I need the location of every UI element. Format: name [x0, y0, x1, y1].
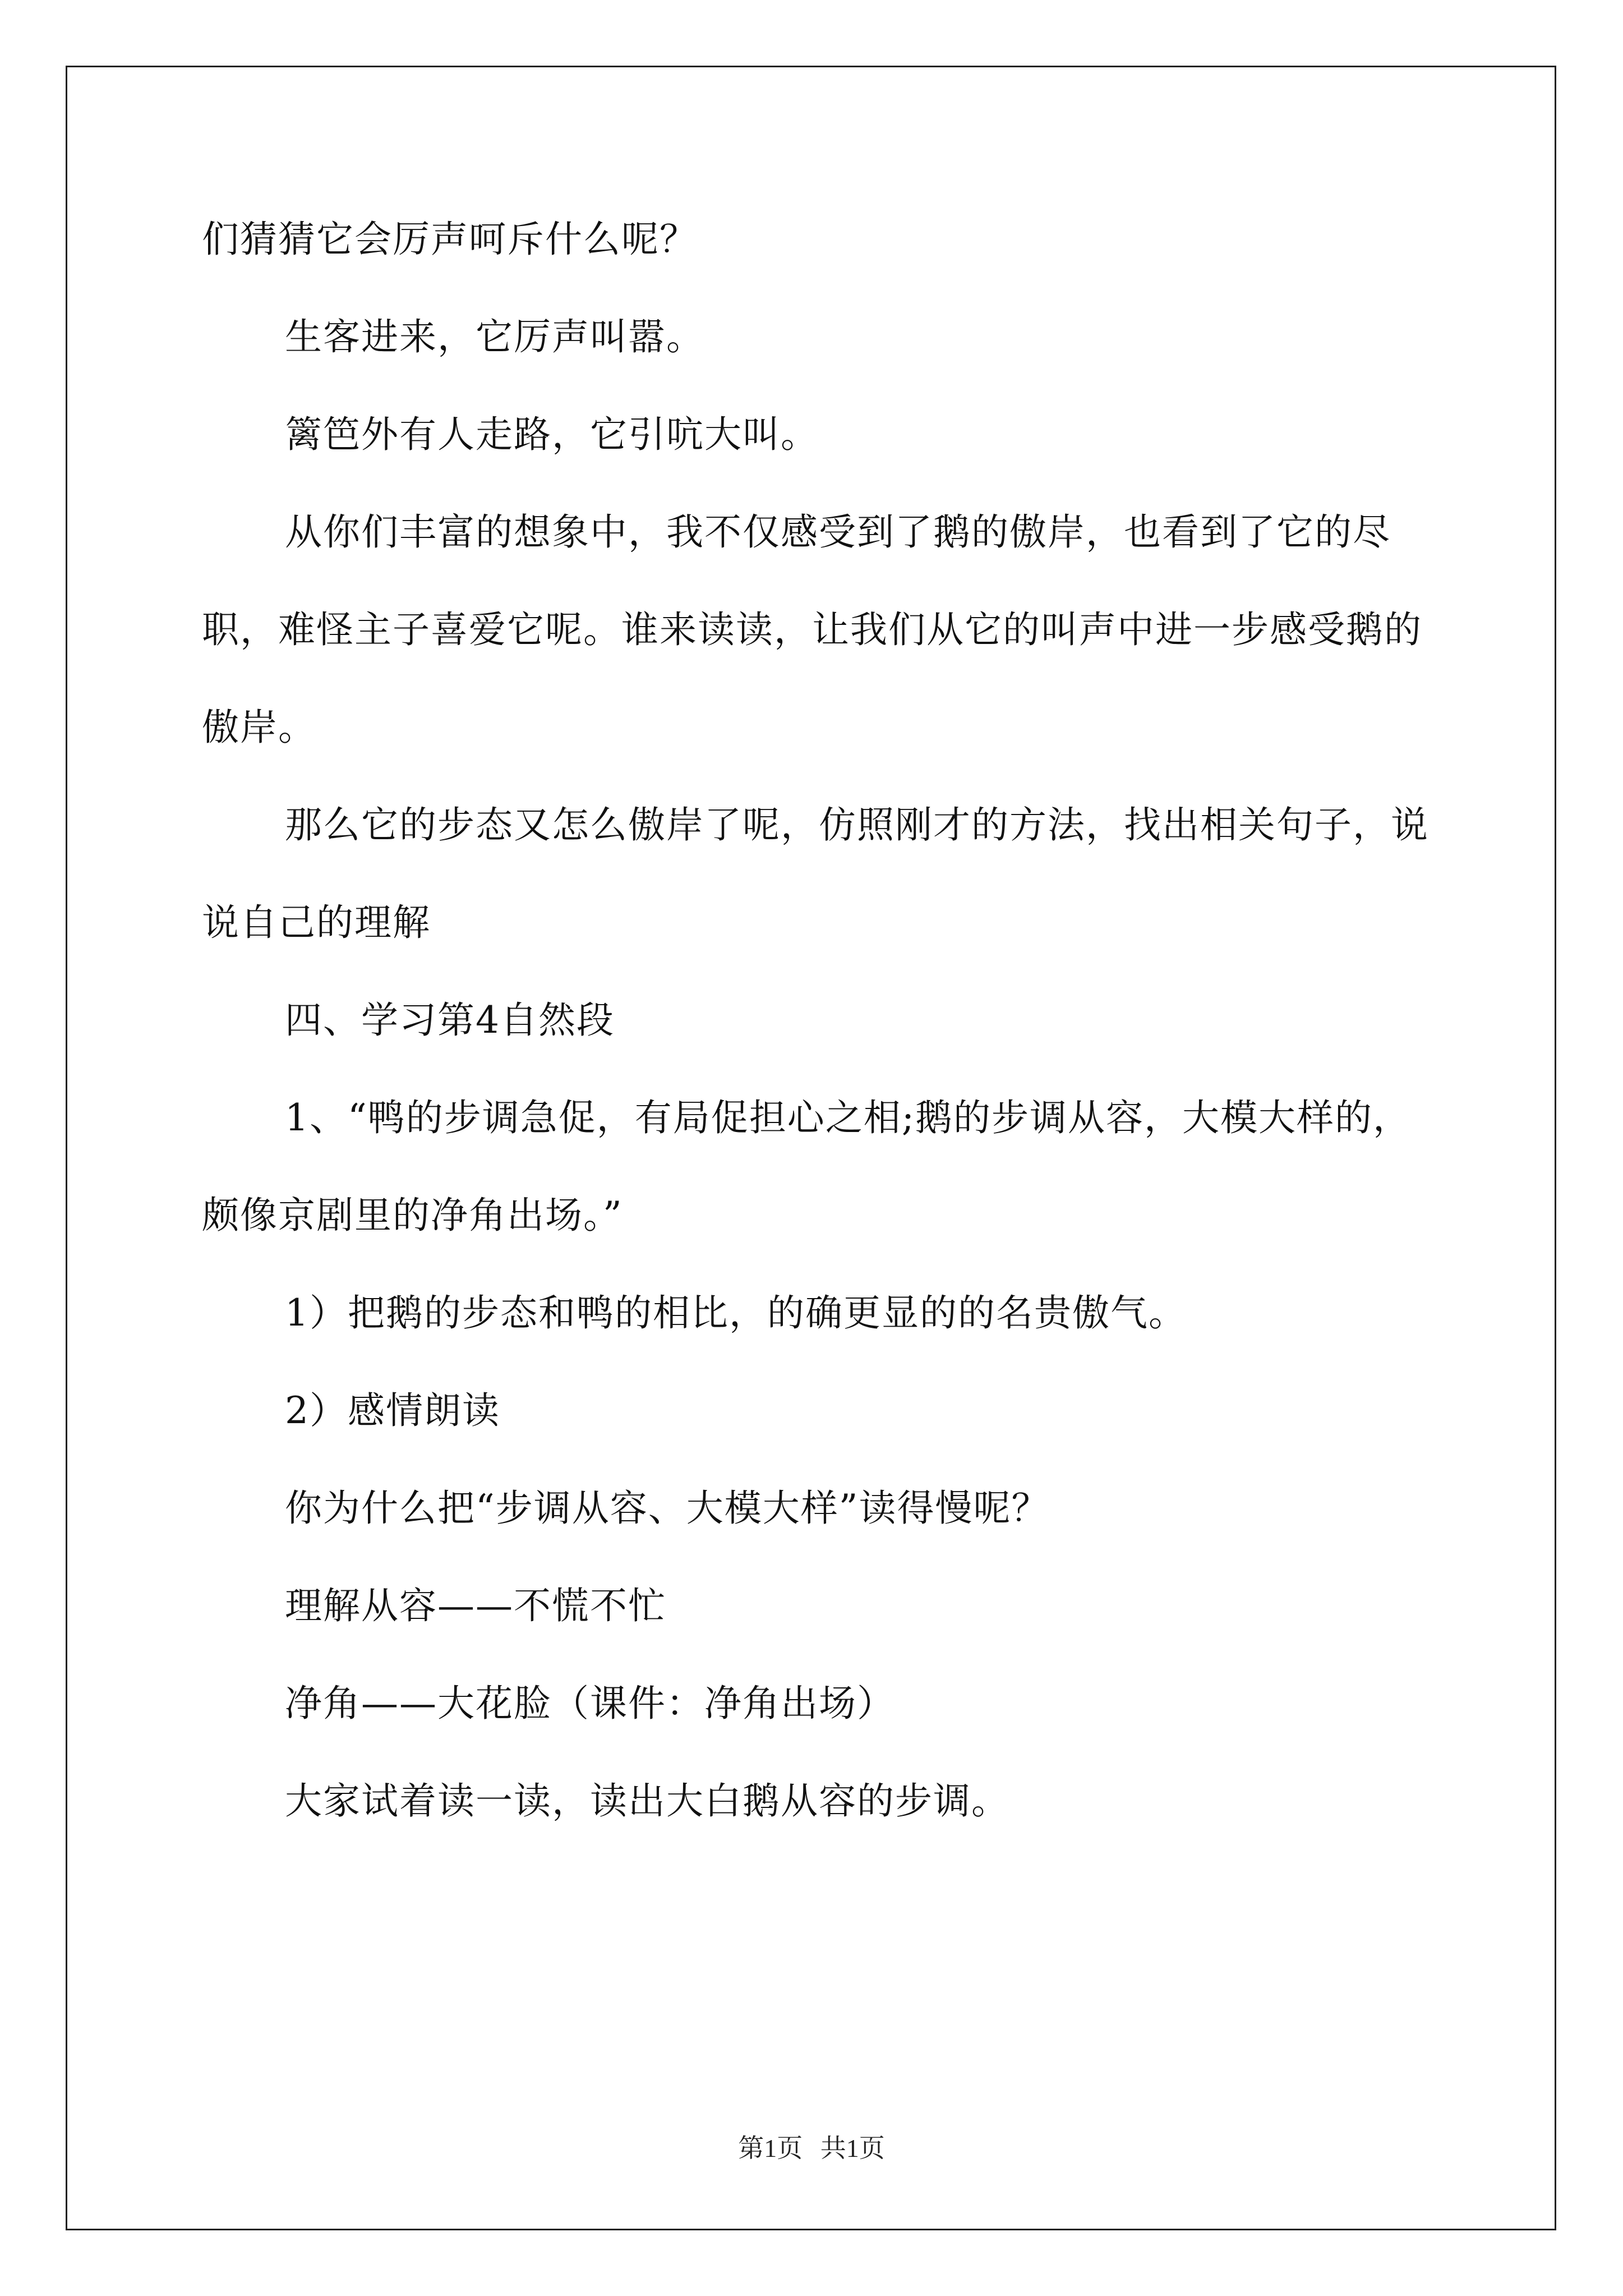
paragraph: 生客进来，它厉声叫嚣。 — [285, 315, 704, 358]
paragraph: 理解从容——不慌不忙 — [285, 1584, 666, 1627]
page-total: 共1页 — [820, 2134, 885, 2162]
page-number: 第1页 — [738, 2134, 803, 2162]
paragraph: 你为什么把“步调从容、大模大样”读得慢呢？ — [285, 1487, 1050, 1530]
paragraph: 净角——大花脸（课件：净角出场） — [285, 1682, 895, 1725]
paragraph: 1）把鹅的步态和鸭的相比，的确更显的的名贵傲气。 — [285, 1291, 1187, 1335]
document-body — [202, 191, 1430, 1850]
paragraph: 大家试着读一读，读出大白鹅从容的步调。 — [285, 1779, 1009, 1823]
paragraph: 从你们丰富的想象中，我不仅感受到了鹅的傲岸，也看到了它的尽职，难怪主子喜爱它呢。谁来读读，让我们从它的叫声中进一步感受鹅的傲岸。 — [202, 510, 1422, 749]
paragraph: 那么它的步态又怎么傲岸了呢，仿照刚才的方法，找出相关句子，说说自己的理解 — [202, 803, 1429, 944]
section-heading: 四、学习第4自然段 — [285, 999, 615, 1042]
paragraph: 2）感情朗读 — [285, 1389, 500, 1432]
page-footer — [0, 2132, 1623, 2165]
paragraph: 篱笆外有人走路，它引吭大叫。 — [285, 413, 819, 456]
paragraph: 们猜猜它会厉声呵斥什么呢？ — [202, 218, 698, 261]
paragraph: 1、“鸭的步调急促，有局促担心之相;鹅的步调从容，大模大样的，颇像京剧里的净角出场。” — [202, 1096, 1411, 1237]
